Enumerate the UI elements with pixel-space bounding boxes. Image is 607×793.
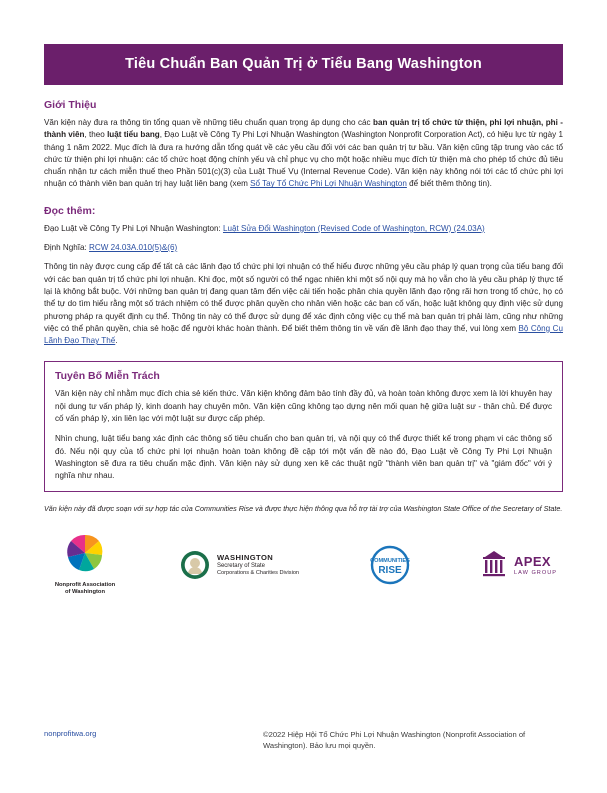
section-heading-intro: Giới Thiệu xyxy=(44,99,97,111)
intro-text-b: , theo xyxy=(84,130,108,140)
footer-left xyxy=(44,729,96,738)
logo-apex-law-group xyxy=(481,549,557,581)
sos-sub2: Corporations & Charities Division xyxy=(216,570,300,577)
apex-main: APEX xyxy=(513,553,551,569)
sos-main: WASHINGTON xyxy=(216,553,274,563)
communities-rise-line2: RISE xyxy=(378,565,402,577)
read-more-label-1: Đạo Luật về Công Ty Phi Lợi Nhuận Washington: xyxy=(44,223,223,233)
pinwheel-icon xyxy=(50,534,120,574)
logo-caption-naw xyxy=(50,582,120,596)
intro-paragraph xyxy=(44,117,563,191)
communities-rise-icon xyxy=(359,545,421,585)
apex-mark-icon xyxy=(481,549,507,581)
state-seal-icon xyxy=(180,550,210,580)
intro-text-a: Văn kiện này đưa ra thông tin tổng quan về những tiêu chuẩn quan trọng áp dụng cho các xyxy=(44,118,374,127)
document-content xyxy=(44,44,563,596)
disclaimer-box xyxy=(44,361,563,491)
body-text-a: Thông tin này được cung cấp để tất cả các lãnh đạo tổ chức phi lợi nhuận có thể hiểu được những yêu cầu pháp lý quan trọng của tiểu bang đối với các ban quản trị tổ chức phi lợi nhuận. Khi đọc, một số người có thể ngạc nhiên khi một số nội quy mà họ vẫn cho là yêu cầu pháp lý thực tế lại là không bắt buộc. Với những ban quản trị đang quan tâm đến việc cải tiến hoặc phân chia quyền lãnh đạo rộng rãi hơn trong tổ chức, họ có thể tự do tìm hiểu rằng một số trách nhiệm có thể được phân quyền cho nhân viên hoặc các ban cố vấn, hoặc luật không quy định việc sử dụng phương pháp ra quyết định cụ thể. Thông tin này có thể được sử dụng để xác định công việc cụ thể mà ban quản trị phải làm, cũng như những việc có thể phân quyền, chia sẻ hoặc để người khác hoàn thành. Để biết thêm thông tin về vấn đề lãnh đạo thay thế, vui lòng xem xyxy=(44,262,563,333)
sos-sub1: Secretary of State xyxy=(216,562,265,569)
intro-text-c: , Đạo Luật về Công Ty Phi Lợi Nhuận Washington (Washington Nonprofit Corporation Act), có hiệu lực từ ngày 1 tháng 1 năm 2022. Mục đích là đưa ra hướng dẫn tổng quát về các yêu cầu đối với các ban quản trị tư bầu. Văn kiện cũng tập trung vào các tổ chức từ thiện phi lợi nhuận: các tổ chức hoạt động chính yếu và chỉ phục vụ cho một hoặc nhiều mục đích từ thiện mà cho phép tổ chức đủ tiêu chuẩn nhận tư cách miễn thuế theo Phần 501(c)(3) của Luật Thuế Vụ (Internal Revenue Code). Văn kiện này không nói tới các tổ chức phi lợi nhuận có thành viên ban quản trị hay luật liên bang (xem xyxy=(44,130,563,189)
body-text-b: . xyxy=(115,336,118,346)
link-rcw-definitions[interactable]: RCW 24.03A.010(5)&(6) xyxy=(89,243,178,253)
section-heading-read-more: Đọc thêm: xyxy=(44,204,96,217)
link-alternative-leadership-toolkit[interactable]: Bộ Công Cụ Lãnh Đạo Thay Thế xyxy=(44,323,563,346)
disclaimer-paragraph-2: Nhìn chung, luật tiểu bang xác định các thông số tiêu chuẩn cho ban quản trị, và nội quy có thể được thiết kế trong phạm vi các thông số đó. Nếu nội quy của tổ chức phi lợi nhuận hoàn toàn không đề cập tới một vấn đề nào đó, Đạo Luật về Công Ty Phi Lợi Nhuận Washington sẽ đưa ra tiêu chuẩn mặc định. Văn kiện này sử dụng xen kẽ các thuật ngữ "thành viên ban quản trị" và "giám đốc" với ý nghĩa như nhau. xyxy=(55,434,552,481)
intro-bold-2: luật tiểu bang xyxy=(107,130,160,140)
read-more-label-2: Định Nghĩa: xyxy=(44,243,89,253)
logo-washington-secretary-of-state xyxy=(180,550,299,580)
section-heading-disclaimer: Tuyên Bố Miễn Trách xyxy=(55,370,160,383)
footer-copyright: ©2022 Hiệp Hội Tổ Chức Phi Lợi Nhuận Washington (Nonprofit Association of Washington). Bảo lưu mọi quyền. xyxy=(263,730,526,750)
logo-caption-apex xyxy=(514,554,557,577)
naw-caption-line1: Nonprofit Association xyxy=(54,582,116,589)
logo-caption-sos xyxy=(217,553,299,577)
intro-text-d: để biết thêm thông tin). xyxy=(406,179,492,189)
logo-nonprofit-association-of-washington xyxy=(50,534,120,596)
page-title: Tiêu Chuẩn Ban Quản Trị ở Tiểu Bang Washington xyxy=(125,56,482,72)
communities-rise-line1: COMMUNITIES xyxy=(370,558,410,565)
funding-note: Văn kiện này đã được soạn với sự hợp tác của Communities Rise và được thực hiện thông qua hỗ trợ tài trợ của Washington State Office of the Secretary of State. xyxy=(44,503,563,513)
link-nonprofit-handbook[interactable]: Sổ Tay Tổ Chức Phi Lợi Nhuận Washington xyxy=(250,179,407,189)
read-more-line-1 xyxy=(44,223,563,235)
intro-bold-1: ban quản trị tổ chức từ thiện, phi lợi nhuận, phi -thành viên xyxy=(44,118,563,140)
read-more-line-2 xyxy=(44,242,563,254)
body-paragraph xyxy=(44,261,563,347)
logo-communities-rise xyxy=(359,545,421,585)
link-rcw-24-03a[interactable]: Luật Sửa Đổi Washington (Revised Code of Washington, RCW) (24.03A) xyxy=(222,223,485,233)
document-footer xyxy=(44,729,563,751)
document-title-bar xyxy=(44,44,563,85)
logo-row xyxy=(44,534,563,596)
disclaimer-paragraph-1: Văn kiện này chỉ nhằm mục đích chia sẻ kiến thức. Văn kiện không đảm bảo tính đầy đủ, và hoàn toàn không được xem là lời khuyên hay nội dung tư vấn pháp lý, kinh doanh hay chuyên môn. Văn kiện cũng không tạo dựng nên mối quan hệ giữa luật sư - thân chủ. Để được cố vấn pháp lý, xin liên lạc với một luật sư được cấp phép. xyxy=(55,389,552,424)
footer-website-link[interactable]: nonprofitwa.org xyxy=(44,729,97,738)
apex-sub: LAW GROUP xyxy=(513,569,557,576)
naw-caption-line2: of Washington xyxy=(64,589,106,596)
